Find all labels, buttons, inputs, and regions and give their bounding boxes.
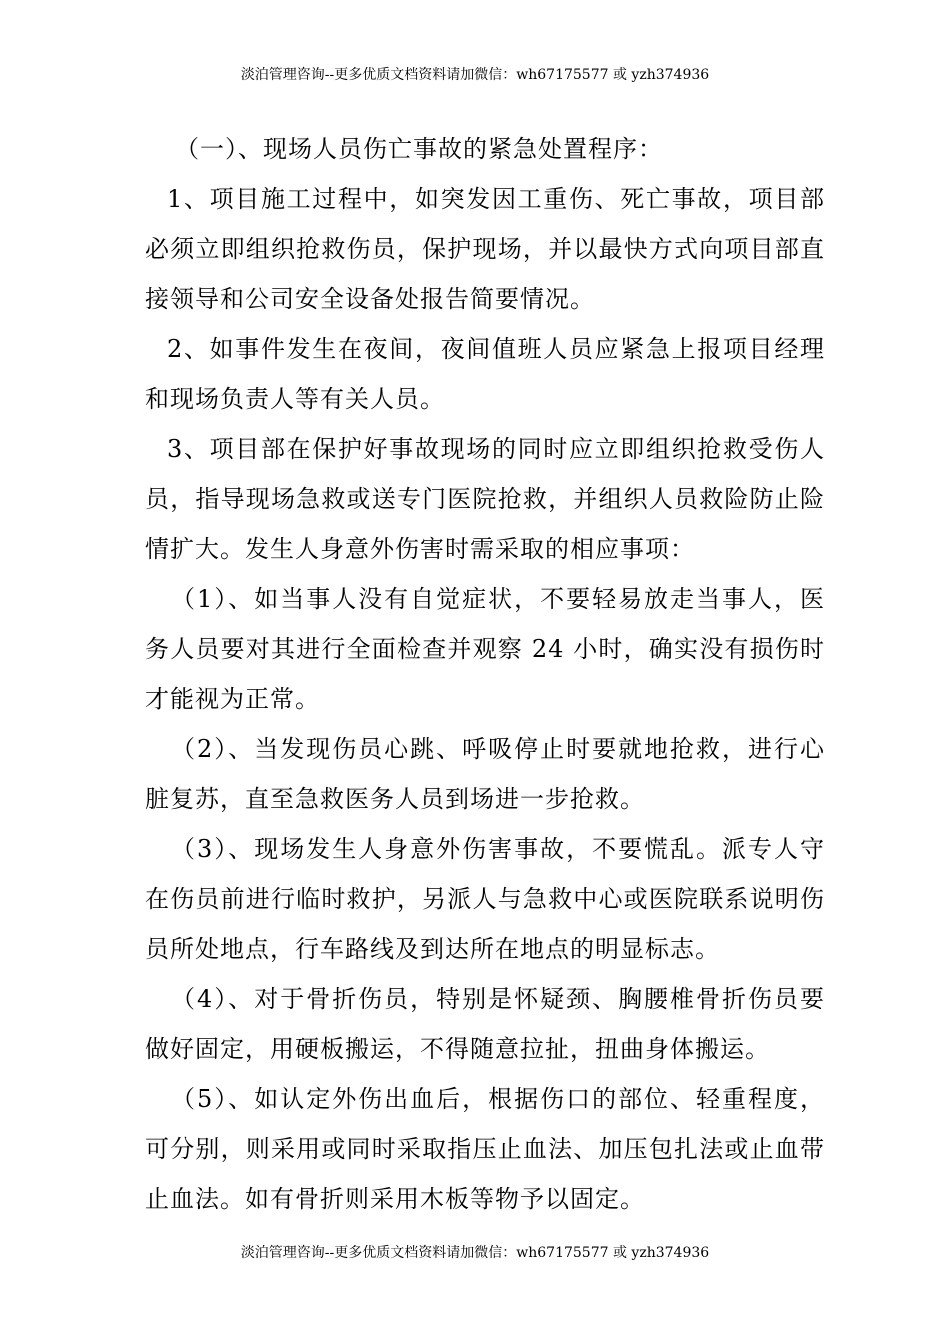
- paragraph-2: 2、如事件发生在夜间，夜间值班人员应紧急上报项目经理和现场负责人等有关人员。: [145, 335, 825, 413]
- document-body: [145, 124, 825, 1224]
- paragraph-sub-5: （5）、如认定外伤出血后，根据伤口的部位、轻重程度，可分别，则采用或同时采取指压止血法、加压包扎法或止血带止血法。如有骨折则采用木板等物予以固定。: [145, 1085, 825, 1213]
- paragraph-sub-2: （2）、当发现伤员心跳、呼吸停止时要就地抢救，进行心脏复苏，直至急救医务人员到场进一步抢救。: [145, 735, 825, 813]
- page-footer: 淡泊管理咨询--更多优质文档资料请加微信：wh67175577 或 yzh374936: [240, 1245, 710, 1261]
- paragraph-3: 3、项目部在保护好事故现场的同时应立即组织抢救受伤人员，指导现场急救或送专门医院抢救，并组织人员救险防止险情扩大。发生人身意外伤害时需采取的相应事项：: [145, 435, 825, 563]
- paragraph-sub-4: （4）、对于骨折伤员，特别是怀疑颈、胸腰椎骨折伤员要做好固定，用硬板搬运，不得随意拉扯，扭曲身体搬运。: [145, 985, 825, 1063]
- paragraph-sub-3: （3）、现场发生人身意外伤害事故，不要慌乱。派专人守在伤员前进行临时救护，另派人与急救中心或医院联系说明伤员所处地点，行车路线及到达所在地点的明显标志。: [145, 835, 825, 963]
- paragraph-sub-1: （1）、如当事人没有自觉症状，不要轻易放走当事人，医务人员要对其进行全面检查并观察 24 小时，确实没有损伤时才能视为正常。: [145, 585, 825, 713]
- section-heading: （一）、现场人员伤亡事故的紧急处置程序：: [175, 135, 663, 163]
- paragraph-1: 1、项目施工过程中，如突发因工重伤、死亡事故，项目部必须立即组织抢救伤员，保护现场，并以最快方式向项目部直接领导和公司安全设备处报告简要情况。: [145, 185, 825, 313]
- page-header: 淡泊管理咨询--更多优质文档资料请加微信：wh67175577 或 yzh374936: [240, 67, 710, 83]
